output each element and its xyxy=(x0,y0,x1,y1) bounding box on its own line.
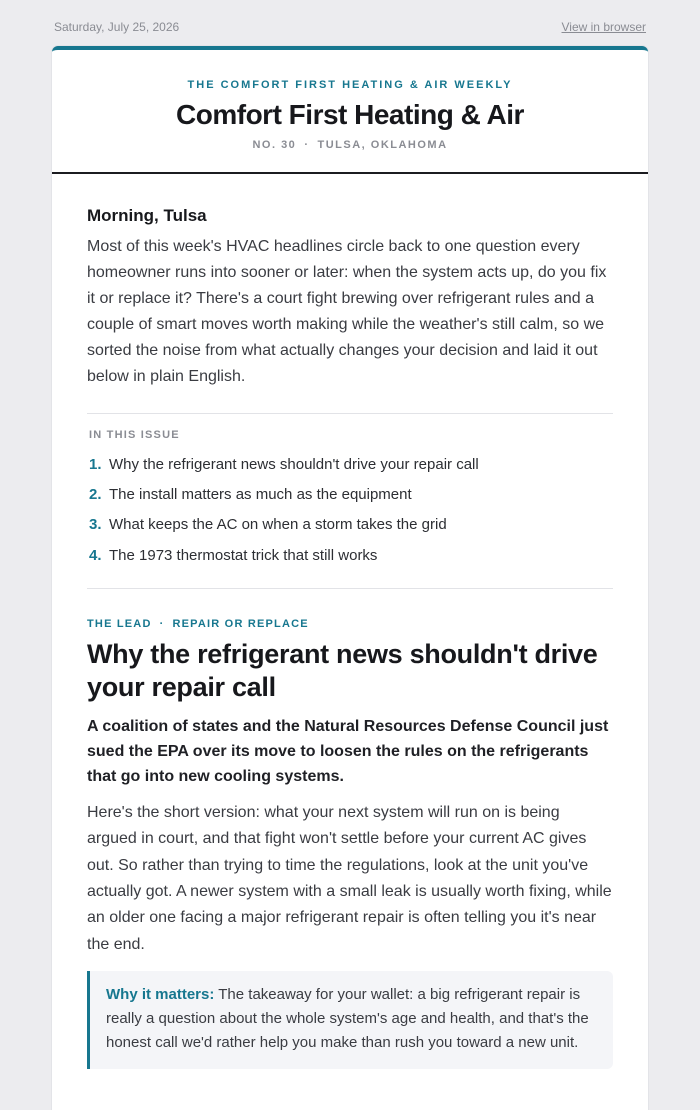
toc-item[interactable] xyxy=(89,540,613,570)
callout-label: Why it matters: xyxy=(106,985,215,1003)
toc-number: 3. xyxy=(89,516,102,534)
toc-item-text: What keeps the AC on when a storm takes the grid xyxy=(109,516,447,534)
issue-date: Saturday, July 25, 2026 xyxy=(54,20,180,34)
view-in-browser-link[interactable]: View in browser xyxy=(561,20,646,34)
intro-paragraph: Most of this week's HVAC headlines circle back to one question every homeowner runs into sooner or later: when the system acts up, do you fix it or replace it? There's a court fight brewing over refrigerant rules and a couple of smart moves worth making while the weather's still calm, so we sorted the noise from what actually changes your decision and laid it out below in plain English. xyxy=(87,238,607,385)
brand-title: Comfort First Heating & Air xyxy=(176,99,524,130)
greeting: Morning, Tulsa xyxy=(87,206,207,225)
lead-headline: Why the refrigerant news shouldn't drive your repair call xyxy=(87,639,598,703)
issue-number: NO. 30 xyxy=(252,139,297,151)
newsletter-content xyxy=(52,206,648,1069)
meta-separator: · xyxy=(304,139,310,151)
toc-number: 2. xyxy=(89,485,102,503)
toc-number: 1. xyxy=(89,455,102,473)
toc-item[interactable] xyxy=(89,479,613,509)
toc-number: 4. xyxy=(89,546,102,564)
masthead xyxy=(52,50,648,174)
callout-text: The takeaway for your wallet: a big refrigerant repair is really a question about the whole system's age and health, and that's the honest call we'd rather help you make than rush you toward a new unit. xyxy=(106,985,589,1051)
tag-separator: · xyxy=(159,618,165,631)
masthead-kicker: THE COMFORT FIRST HEATING & AIR WEEKLY xyxy=(187,79,513,91)
issue-meta xyxy=(52,139,648,151)
toc-item-text: The install matters as much as the equipment xyxy=(109,485,412,503)
toc-item[interactable] xyxy=(89,449,613,479)
newsletter-card xyxy=(52,46,648,1110)
table-of-contents xyxy=(87,413,613,589)
toc-label: IN THIS ISSUE xyxy=(89,429,180,441)
topic-label: REPAIR OR REPLACE xyxy=(172,618,309,631)
lead-dek: A coalition of states and the Natural Resources Defense Council just sued the EPA over its move to loosen the rules on the refrigerants that go into new cooling systems. xyxy=(87,718,609,786)
section-label: THE LEAD xyxy=(87,618,152,631)
toc-item[interactable] xyxy=(89,510,613,540)
toc-item-text: The 1973 thermostat trick that still works xyxy=(109,546,378,564)
toc-item-text: Why the refrigerant news shouldn't drive your repair call xyxy=(109,455,479,473)
why-it-matters-callout xyxy=(87,971,613,1069)
lead-section-tag xyxy=(87,618,613,630)
issue-location: TULSA, OKLAHOMA xyxy=(317,139,448,151)
lead-body: Here's the short version: what your next system will run on is being argued in court, and that fight won't settle before your current AC gives out. So rather than trying to time the regulations, look at the unit you've actually got. A newer system with a small leak is usually worth fixing, while an older one facing a major refrigerant repair is often telling you it's near the end. xyxy=(87,804,612,953)
